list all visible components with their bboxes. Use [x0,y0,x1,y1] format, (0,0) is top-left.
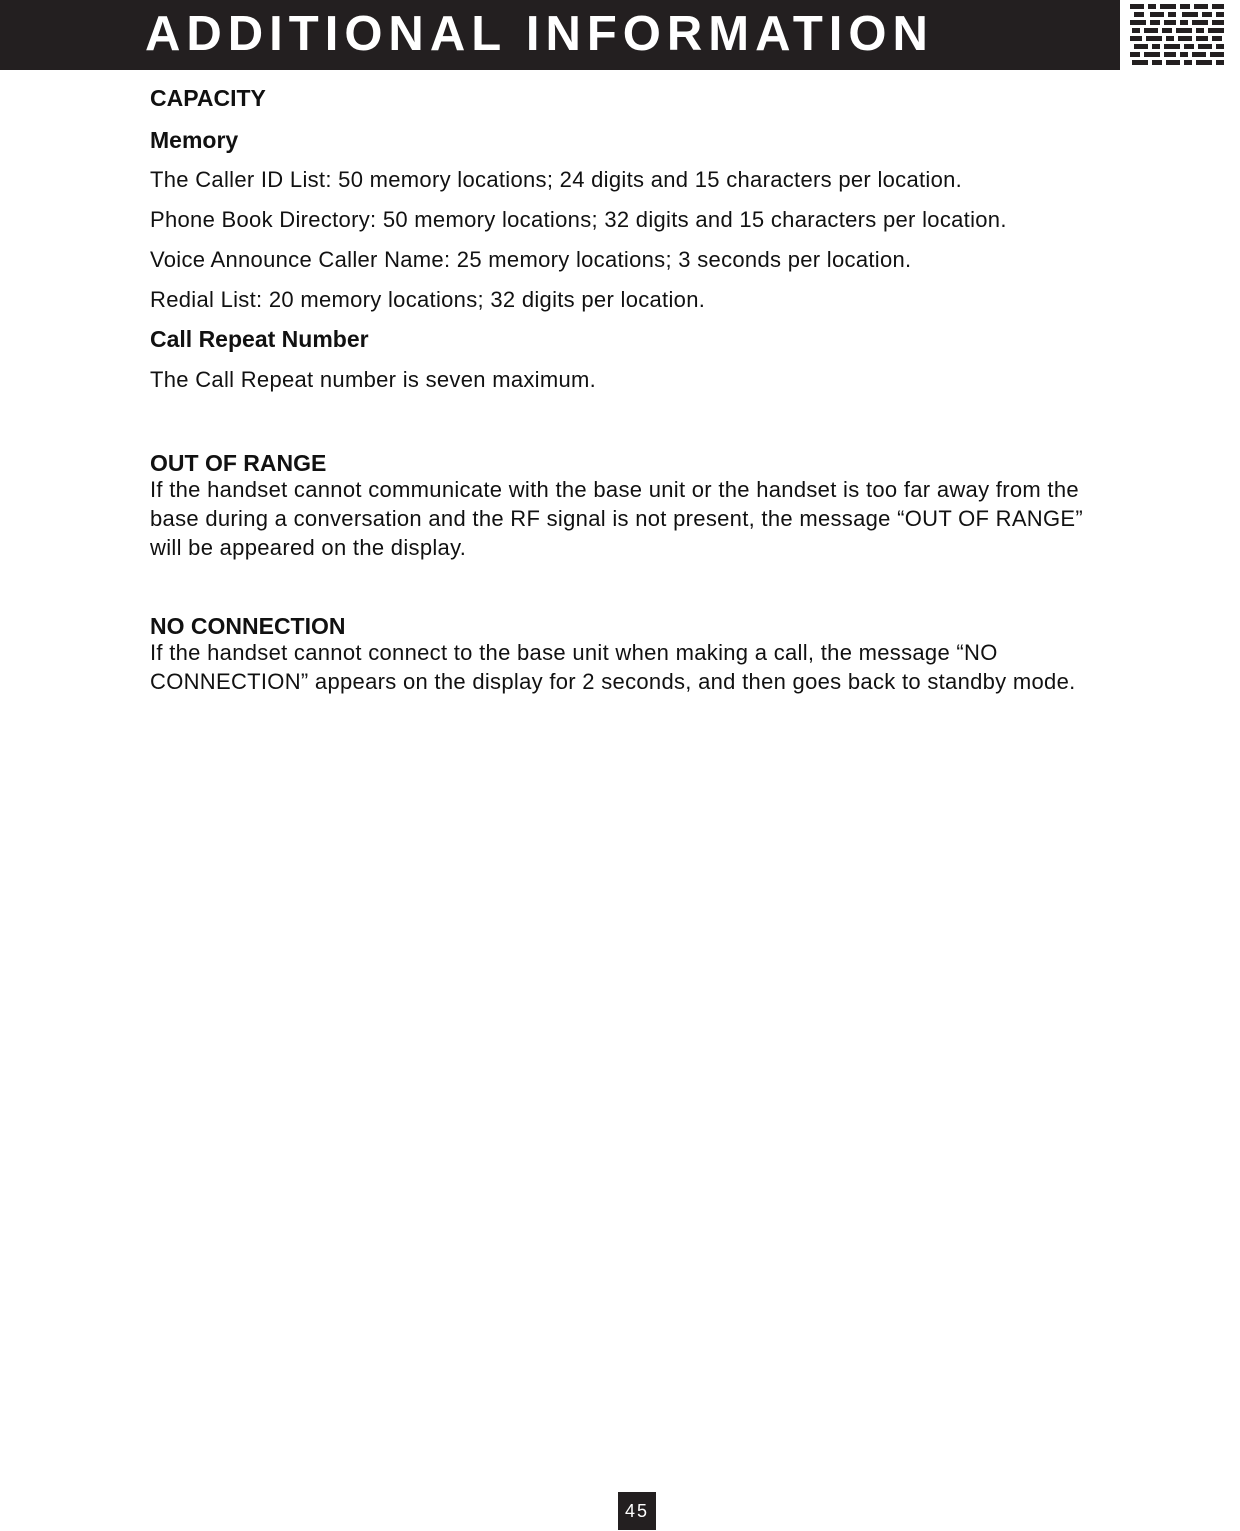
page-content [150,84,1110,696]
no-connection-heading: NO CONNECTION [150,613,346,639]
out-of-range-heading: OUT OF RANGE [150,450,327,476]
memory-line-redial: Redial List: 20 memory locations; 32 digits per location. [150,287,706,312]
call-repeat-heading: Call Repeat Number [150,326,369,352]
no-connection-text: If the handset cannot connect to the base unit when making a call, the message “NO CONNECTION” appears on the display for 2 seconds, and then goes back to standby mode. [150,640,1076,694]
header-bar [0,0,1120,70]
out-of-range-text: If the handset cannot communicate with the base unit or the handset is too far away from the base during a conversation and the RF signal is not present, the message “OUT OF RANGE” will be appeared on the display. [150,477,1084,560]
memory-line-voice-announce: Voice Announce Caller Name: 25 memory locations; 3 seconds per location. [150,247,912,272]
memory-line-phone-book: Phone Book Directory: 50 memory locations; 32 digits and 15 characters per location. [150,207,1007,232]
page-title: ADDITIONAL INFORMATION [145,7,934,61]
call-repeat-text: The Call Repeat number is seven maximum. [150,367,597,392]
memory-heading: Memory [150,127,239,153]
memory-line-caller-id: The Caller ID List: 50 memory locations; 24 digits and 15 characters per location. [150,167,963,192]
page-number: 45 [618,1492,656,1530]
decorative-pattern-icon [1128,2,1228,70]
capacity-heading: CAPACITY [150,85,266,111]
